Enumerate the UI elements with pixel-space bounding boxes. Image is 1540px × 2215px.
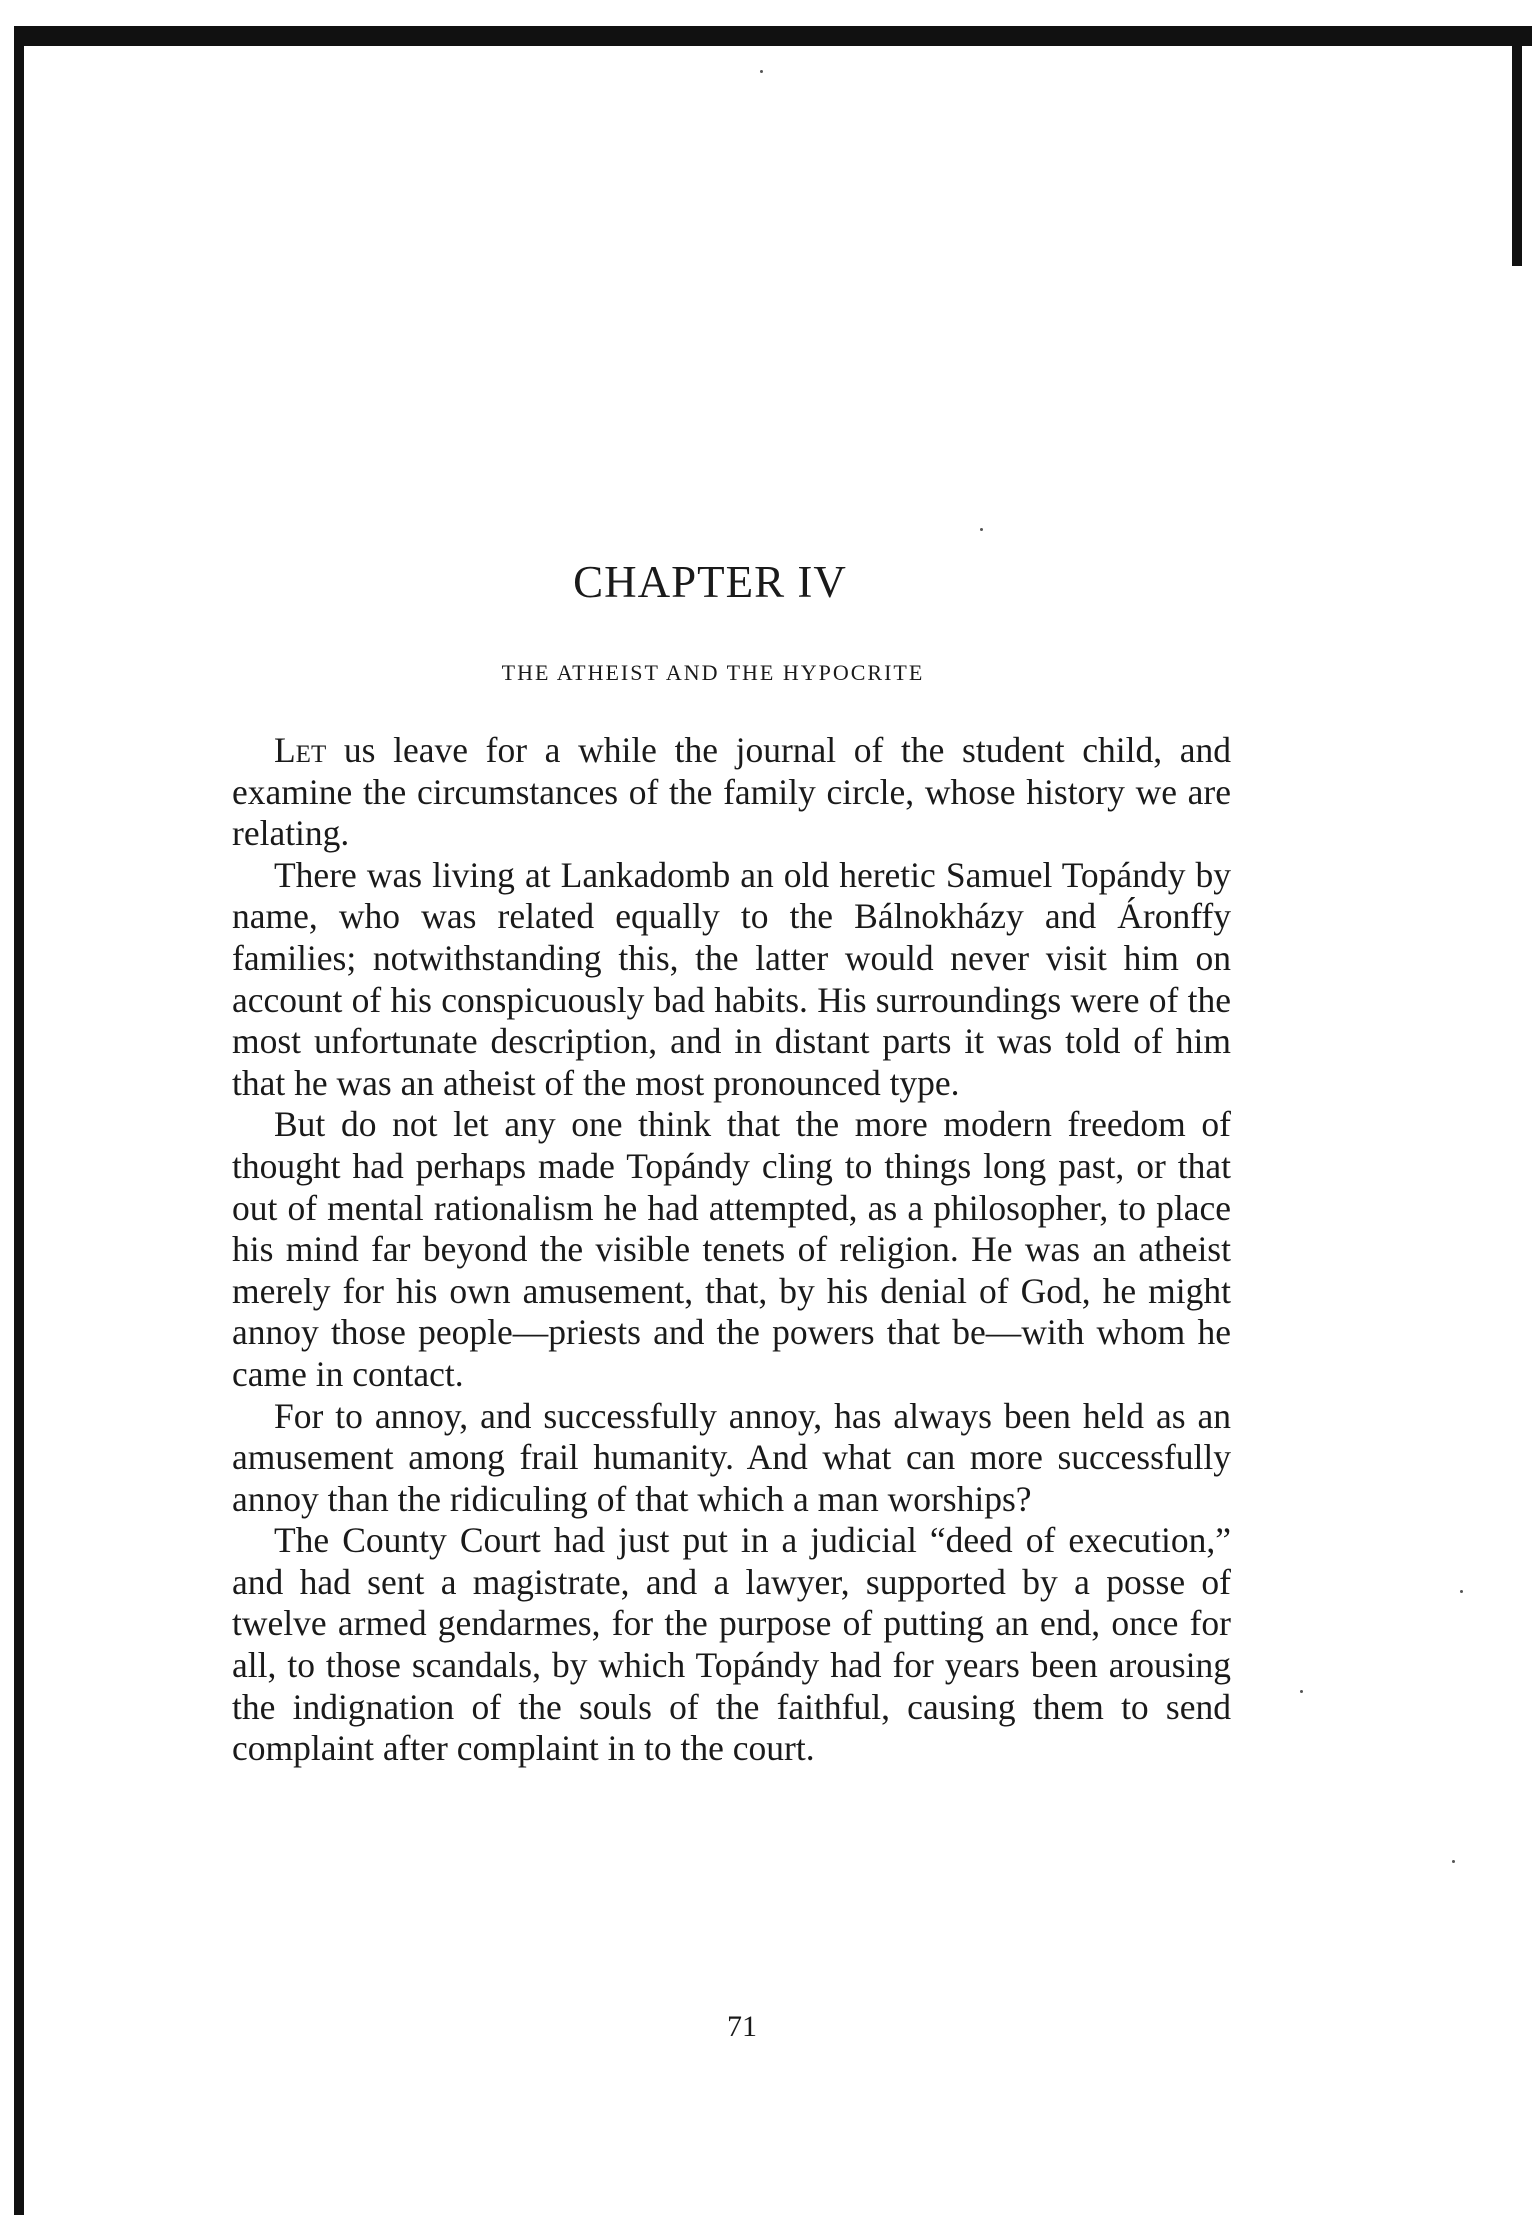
paragraph-3: But do not let any one think that the more modern freedom of thought had perhaps made Topándy cling to things long past, or that out of mental rationalism he had attempted, as a philosopher, to place his mind far beyond the visible tenets of religion. He was an atheist merely for his own amusement, that, by his denial of God, he might annoy those people—priests and the powers that be—with whom he came in contact. xyxy=(232,1104,1231,1394)
paragraph-5: The County Court had just put in a judicial “deed of execution,” and had sent a magistrate, and a lawyer, supported by a posse of twelve armed gendarmes, for the purpose of putting an end, once for all, to those scandals, by which Topándy had for years been arousing the indignation of the souls of the faithful, causing them to send complaint after complaint in to the court. xyxy=(232,1520,1231,1769)
opening-word: Let xyxy=(274,730,327,770)
paragraph-2: There was living at Lankadomb an old heretic Samuel Topándy by name, who was related equally to the Bálnokházy and Áronffy families; notwithstanding this, the latter would never visit him on account of his conspicuously bad habits. His surroundings were of the most unfortunate description, and in distant parts it was told of him that he was an atheist of the most pronounced type. xyxy=(232,854,1231,1103)
paragraph-1 xyxy=(232,730,1231,855)
paragraph-4: For to annoy, and successfully annoy, has always been held as an amusement among frail humanity. And what can more successfully annoy than the ridiculing of that which a man worships? xyxy=(232,1395,1231,1519)
page-number: 71 xyxy=(727,2010,757,2043)
chapter-title: CHAPTER IV xyxy=(573,557,847,607)
scan-edge-right xyxy=(1512,26,1522,266)
scan-speck xyxy=(1460,1590,1463,1593)
scan-speck xyxy=(1300,1690,1303,1693)
scan-speck xyxy=(980,528,983,531)
scan-speck xyxy=(1452,1860,1455,1863)
scan-speck xyxy=(760,70,763,73)
scan-edge-left xyxy=(14,26,24,2215)
paragraph-text: us leave for a while the journal of the student child, and examine the circumstances of the family circle, whose history we are relating. xyxy=(232,730,1231,854)
scan-edge-top xyxy=(14,26,1532,46)
body-text xyxy=(232,730,1231,1770)
chapter-subtitle: THE ATHEIST AND THE HYPOCRITE xyxy=(501,660,925,685)
